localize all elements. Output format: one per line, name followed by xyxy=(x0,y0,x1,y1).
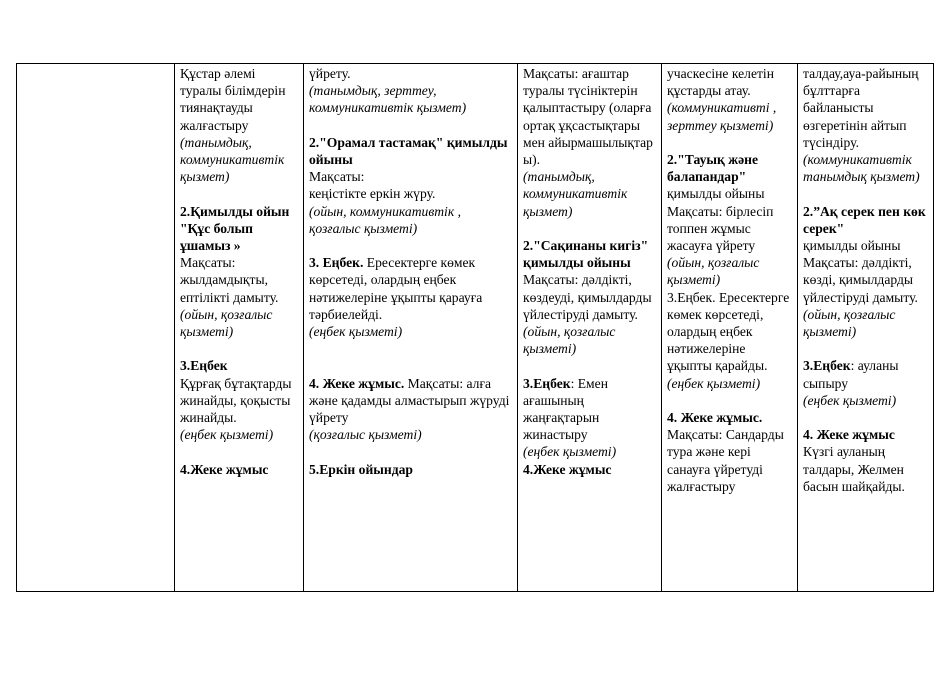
cell-paragraph xyxy=(523,65,657,168)
body-text: учаскесіне келетін құстарды атау. xyxy=(667,66,774,99)
blank-line xyxy=(803,340,931,357)
blank-line xyxy=(180,340,299,357)
activity-type-note: (қозғалыс қызметі) xyxy=(309,427,422,443)
cell-paragraph xyxy=(803,306,931,340)
heading-text: 4.Жеке жұмыс xyxy=(523,461,612,477)
heading-text: 2.Қимылды ойын "Құс болып ұшамыз » xyxy=(180,203,290,254)
table-column-2 xyxy=(175,64,304,591)
cell-paragraph xyxy=(523,271,657,323)
cell-paragraph xyxy=(523,461,657,478)
cell-paragraph xyxy=(667,185,793,254)
blank-line xyxy=(180,443,299,460)
cell-paragraph xyxy=(309,461,513,478)
body-text: Ересектерге көмек көрсетеді, олардың еңбек нәтижелеріне ұқыпты қарауға тәрбиелейді. xyxy=(309,255,483,322)
cell-paragraph xyxy=(309,82,513,116)
cell-paragraph xyxy=(667,426,793,495)
body-text: Мақсаты: Сандарды тура және кері санауға үйретуді жалғастыру xyxy=(667,427,784,494)
table-column-6 xyxy=(798,64,935,591)
blank-line xyxy=(309,237,513,254)
cell-paragraph xyxy=(180,357,299,374)
cell-paragraph xyxy=(309,254,513,323)
cell-paragraph xyxy=(523,375,657,444)
cell-paragraph xyxy=(309,185,513,202)
blank-line xyxy=(667,392,793,409)
cell-paragraph xyxy=(667,375,793,392)
cell-paragraph xyxy=(523,168,657,220)
cell-paragraph xyxy=(667,151,793,185)
table-column-4 xyxy=(518,64,662,591)
heading-text: 3.Еңбек xyxy=(180,358,228,374)
body-text: Мақсаты: xyxy=(309,169,365,185)
activity-type-note: (ойын, қозғалыс қызметі) xyxy=(523,324,616,357)
body-text: Мақсаты: ағаштар туралы түсініктерін қалыптастыру (оларға ортақ ұқсастықтары мен айырмашылықтар ы). xyxy=(523,66,653,168)
body-text: Мақсаты: алға және қадамды алмастырып жүруді үйрету xyxy=(309,375,510,425)
activity-type-note: (еңбек қызметі) xyxy=(667,375,761,391)
body-text: : ауланы сыпыру xyxy=(803,358,899,391)
cell-paragraph xyxy=(523,443,657,460)
cell-paragraph xyxy=(803,443,931,495)
body-text: Күзгі ауланың талдары, Желмен басын шайқайды. xyxy=(803,444,905,494)
cell-paragraph xyxy=(309,375,513,427)
blank-line xyxy=(523,220,657,237)
cell-paragraph xyxy=(803,151,931,185)
blank-line xyxy=(309,357,513,374)
cell-paragraph xyxy=(667,289,793,375)
body-text: үйрету. xyxy=(309,66,351,81)
blank-line xyxy=(803,185,931,202)
body-text: Мақсаты: дәлдікті, көздеуді, қимылдарды үйлестіруді дамыту. xyxy=(523,272,652,322)
activity-type-note: (коммуникативтік танымдық қызмет) xyxy=(803,152,920,185)
activity-type-note: (коммуникативті , зерттеу қызметі) xyxy=(667,100,777,133)
cell-paragraph xyxy=(803,426,931,443)
cell-paragraph xyxy=(180,426,299,443)
cell-paragraph xyxy=(180,375,299,427)
blank-line xyxy=(523,357,657,374)
blank-line xyxy=(803,409,931,426)
blank-line xyxy=(667,134,793,151)
heading-text: 2.”Ақ серек пен көк серек" xyxy=(803,203,926,236)
table-column-3 xyxy=(304,64,518,591)
activity-type-note: (ойын, коммуникативтік , қозғалыс қызметі) xyxy=(309,203,461,236)
heading-text: 2."Сақинаны кигіз" қимылды ойыны xyxy=(523,238,649,271)
body-text: Мақсаты: жылдамдықты, ептілікті дамыту. xyxy=(180,255,279,305)
table-column-1 xyxy=(17,64,175,591)
blank-line xyxy=(180,185,299,202)
heading-text: 4.Жеке жұмыс xyxy=(180,461,269,477)
heading-text: 4. Жеке жұмыс. xyxy=(667,410,763,426)
body-text: Құстар әлемі туралы білімдерін тиянақтауды жалғастыру xyxy=(180,66,286,133)
activity-type-note: (танымдық, коммуникативтік қызмет) xyxy=(523,169,628,219)
cell-paragraph xyxy=(667,99,793,133)
activity-type-note: (танымдық, зерттеу, коммуникативтік қызмет) xyxy=(309,83,467,116)
cell-paragraph xyxy=(180,461,299,478)
blank-line xyxy=(309,340,513,357)
blank-line xyxy=(309,443,513,460)
heading-text: 3.Еңбек xyxy=(803,358,851,374)
cell-paragraph xyxy=(309,323,513,340)
table-column-5 xyxy=(662,64,798,591)
heading-text: 5.Еркін ойындар xyxy=(309,461,413,477)
activity-type-note: (еңбек қызметі) xyxy=(803,392,897,408)
heading-text: 2."Орамал тастамақ" қимылды ойыны xyxy=(309,134,508,167)
cell-paragraph xyxy=(180,203,299,255)
blank-line xyxy=(309,117,513,134)
body-text: кеңістікте еркін жүру. xyxy=(309,186,436,202)
cell-paragraph xyxy=(667,409,793,426)
cell-paragraph xyxy=(309,203,513,237)
activity-type-note: (ойын, қозғалыс қызметі) xyxy=(803,306,896,340)
cell-paragraph xyxy=(309,168,513,185)
cell-paragraph xyxy=(803,392,931,409)
plan-table xyxy=(16,63,934,592)
cell-paragraph xyxy=(803,203,931,237)
body-text: 3.Еңбек. Ересектерге көмек көрсетеді, олардың еңбек нәтижелеріне ұқыпты қарайды. xyxy=(667,289,790,374)
heading-text: 2."Тауық және балапандар" xyxy=(667,152,758,185)
activity-type-note: (еңбек қызметі) xyxy=(309,324,403,340)
cell-paragraph xyxy=(309,65,513,82)
cell-paragraph xyxy=(803,357,931,391)
heading-text: 3.Еңбек xyxy=(523,375,571,391)
cell-paragraph xyxy=(180,306,299,340)
activity-type-note: (ойын, қозғалыс қызметі) xyxy=(667,255,760,288)
cell-paragraph xyxy=(180,134,299,186)
heading-text: 4. Жеке жұмыс. xyxy=(309,375,405,391)
cell-paragraph xyxy=(523,237,657,271)
body-text: қимылды ойыны Мақсаты: бірлесіп топпен жұмыс жасауға үйрету xyxy=(667,186,774,254)
cell-paragraph xyxy=(309,426,513,443)
activity-type-note: (еңбек қызметі) xyxy=(180,427,274,443)
body-text: талдау,ауа-райының бұлттарға байланысты өзгеретінін айтып түсіндіру. xyxy=(803,66,919,150)
body-text: қимылды ойыны Мақсаты: дәлдікті, көзді, қимылдарды үйлестіруді дамыту. xyxy=(803,238,918,305)
cell-paragraph xyxy=(803,65,931,151)
cell-paragraph xyxy=(523,323,657,357)
activity-type-note: (ойын, қозғалыс қызметі) xyxy=(180,306,273,340)
heading-text: 3. Еңбек. xyxy=(309,255,364,271)
activity-type-note: (еңбек қызметі) xyxy=(523,444,617,460)
cell-paragraph xyxy=(667,254,793,288)
body-text: Құрғақ бұтақтарды жинайды, қоқысты жинайды. xyxy=(180,375,292,426)
cell-paragraph xyxy=(667,65,793,99)
cell-paragraph xyxy=(309,134,513,168)
body-text: : Емен ағашының жаңғақтарын жинастыру xyxy=(523,375,608,443)
cell-paragraph xyxy=(803,237,931,306)
heading-text: 4. Жеке жұмыс xyxy=(803,427,895,443)
activity-type-note: (танымдық, коммуникативтік қызмет) xyxy=(180,134,285,185)
cell-paragraph xyxy=(180,254,299,306)
cell-paragraph xyxy=(180,65,299,134)
